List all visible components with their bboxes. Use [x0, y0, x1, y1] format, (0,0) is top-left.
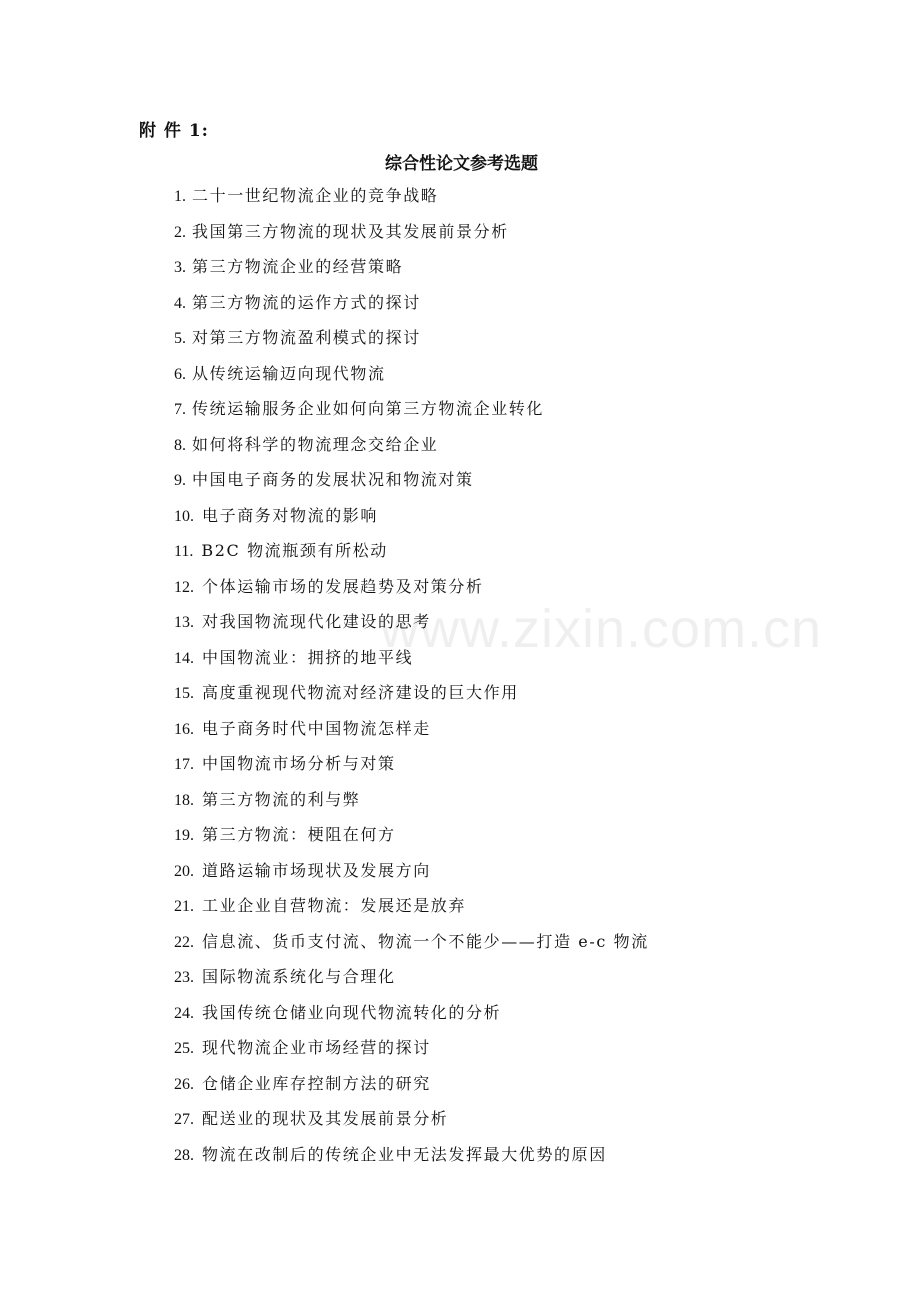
topic-title: 第三方物流：梗阻在何方 [202, 825, 396, 844]
list-item [174, 220, 649, 256]
topic-number: 20. [174, 862, 194, 880]
watermark: www.zixin.com.cn [380, 599, 823, 659]
list-item [174, 184, 649, 220]
topic-title: 传统运输服务企业如何向第三方物流企业转化 [192, 399, 545, 418]
list-item [174, 823, 649, 859]
topic-title: 道路运输市场现状及发展方向 [202, 860, 431, 880]
topic-number: 5. [174, 330, 186, 347]
list-item [174, 1036, 649, 1072]
topic-title: 电子商务对物流的影响 [202, 505, 379, 525]
topic-list [174, 184, 649, 1178]
topic-number: 10. [174, 507, 194, 525]
topic-number: 4. [174, 294, 186, 312]
topic-number: 21. [174, 898, 194, 915]
topic-title: 二十一世纪物流企业的竞争战略 [192, 186, 439, 205]
list-item [174, 965, 649, 1001]
topic-number: 8. [174, 436, 186, 454]
topic-number: 28. [174, 1146, 194, 1164]
topic-title: 对第三方物流盈利模式的探讨 [192, 328, 421, 347]
list-item [174, 1072, 649, 1108]
attachment-label: 附 件 1: [139, 121, 209, 141]
list-item [174, 930, 649, 966]
topic-title: 仓储企业库存控制方法的研究 [202, 1073, 431, 1093]
topic-title: 对我国物流现代化建设的思考 [202, 612, 431, 631]
topic-number: 18. [174, 791, 194, 809]
topic-number: 7. [174, 401, 186, 418]
list-item [174, 468, 649, 504]
list-item [174, 717, 649, 753]
topic-title: 电子商务时代中国物流怎样走 [202, 718, 431, 738]
topic-title: 个体运输市场的发展趋势及对策分析 [202, 576, 484, 596]
topic-title: 配送业的现状及其发展前景分析 [202, 1109, 449, 1128]
topic-number: 14. [174, 649, 194, 667]
list-item [174, 859, 649, 895]
list-item [174, 255, 649, 291]
topic-title: 第三方物流企业的经营策略 [192, 257, 404, 276]
topic-title: 高度重视现代物流对经济建设的巨大作用 [202, 683, 519, 702]
list-item [174, 362, 649, 398]
topic-title: 如何将科学的物流理念交给企业 [192, 434, 439, 454]
page-title: 综合性论文参考选题 [385, 154, 538, 174]
topic-number: 15. [174, 685, 194, 702]
topic-number: 11. [174, 543, 194, 560]
list-item [174, 1001, 649, 1037]
topic-title: 我国第三方物流的现状及其发展前景分析 [192, 221, 509, 241]
list-item [174, 326, 649, 362]
topic-title: 中国物流市场分析与对策 [202, 754, 396, 773]
topic-title: 物流在改制后的传统企业中无法发挥最大优势的原因 [202, 1144, 607, 1164]
list-item [174, 291, 649, 327]
list-item [174, 894, 649, 930]
topic-title: 我国传统仓储业向现代物流转化的分析 [202, 1002, 502, 1022]
list-item [174, 788, 649, 824]
list-item [174, 539, 649, 575]
topic-title: 第三方物流的运作方式的探讨 [192, 292, 421, 312]
topic-title: 从传统运输迈向现代物流 [192, 363, 386, 383]
topic-title: 国际物流系统化与合理化 [202, 967, 396, 986]
topic-number: 9. [174, 472, 186, 489]
topic-title: 信息流、货币支付流、物流一个不能少——打造 e-c 物流 [202, 931, 649, 951]
topic-number: 27. [174, 1111, 194, 1128]
topic-number: 22. [174, 933, 194, 951]
list-item [174, 681, 649, 717]
list-item [174, 433, 649, 469]
topic-number: 2. [174, 223, 186, 241]
topic-number: 24. [174, 1004, 194, 1022]
topic-number: 16. [174, 720, 194, 738]
topic-number: 17. [174, 756, 194, 773]
topic-title: B2C 物流瓶颈有所松动 [201, 541, 388, 560]
topic-title: 工业企业自营物流：发展还是放弃 [202, 896, 467, 915]
list-item [174, 1143, 649, 1179]
list-item [174, 1107, 649, 1143]
topic-number: 12. [174, 578, 194, 596]
list-item [174, 752, 649, 788]
topic-title: 现代物流企业市场经营的探讨 [202, 1038, 431, 1057]
topic-number: 19. [174, 827, 194, 844]
topic-title: 第三方物流的利与弊 [202, 789, 361, 809]
topic-number: 23. [174, 969, 194, 986]
list-item [174, 397, 649, 433]
topic-number: 25. [174, 1040, 194, 1057]
topic-number: 6. [174, 365, 186, 383]
topic-title: 中国电子商务的发展状况和物流对策 [192, 470, 474, 489]
list-item [174, 504, 649, 540]
topic-title: 中国物流业：拥挤的地平线 [202, 647, 414, 667]
topic-number: 26. [174, 1075, 194, 1093]
topic-number: 13. [174, 614, 194, 631]
topic-number: 1. [174, 188, 186, 205]
topic-number: 3. [174, 259, 186, 276]
